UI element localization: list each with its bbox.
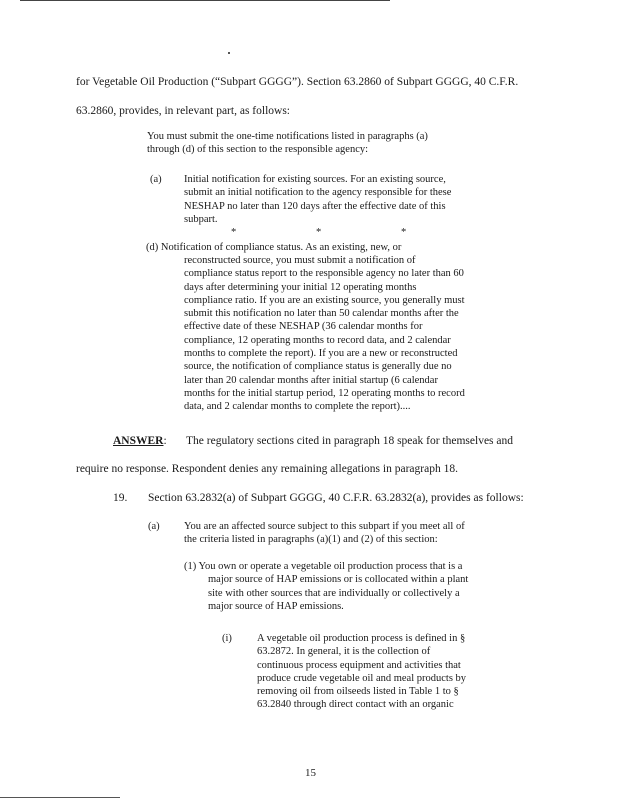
item-d-text: reconstructed source, you must submit a notification of compliance status report to the responsible agency no later than 60 days after determining your initial 12 operating months compliance ratio. If you are an existing source, you generally must submit this notification no later than 50 calendar months after the effective date of these NESHAP (36 calendar months for compliance, 12 operating months to record data, and 2 calendar months to complete the report). If you are a new or reconstructed source, the notification of compliance status is generally due no later than 20 calendar months after initial startup (6 calendar months for the initial startup period, 12 operating months to record data, and 2 calendar months to complete the report).... <box>184 255 465 413</box>
answer-line-1: The regulatory sections cited in paragraph 18 speak for themselves and <box>186 435 513 447</box>
ellipsis-star-3: * <box>401 227 407 238</box>
para-19-number: 19. <box>113 492 128 504</box>
intro-line-2: 63.2860, provides, in relevant part, as follows: <box>76 105 290 117</box>
item-a-label: (a) <box>150 174 162 185</box>
item-d-first-line: (d) Notification of compliance status. As an existing, new, or <box>146 242 402 253</box>
answer-label: ANSWER <box>113 435 164 447</box>
quote2-i-label: (i) <box>222 633 232 644</box>
quote2-a-text: You are an affected source subject to this subpart if you meet all of the criteria listed in paragraphs (a)(1) and (2) of this section: <box>184 521 465 546</box>
item-a-text: Initial notification for existing sources. For an existing source, submit an initial notification to the agency responsible for these NESHAP no later than 120 days after the effective date of this subpart. <box>184 174 452 225</box>
answer-line-2: require no response. Respondent denies any remaining allegations in paragraph 18. <box>76 463 458 475</box>
quote2-a-label: (a) <box>148 521 160 532</box>
intro-line-1: for Vegetable Oil Production (“Subpart GGGG”). Section 63.2860 of Subpart GGGG, 40 C.F.R. <box>76 76 519 88</box>
ellipsis-star-2: * <box>316 227 322 238</box>
speck-mark <box>228 52 230 54</box>
answer-colon: : <box>163 435 167 447</box>
quote1-intro: You must submit the one-time notifications listed in paragraphs (a) through (d) of this section to the responsible agency: <box>147 131 428 156</box>
quote2-1-text: (1) You own or operate a vegetable oil production process that is a major source of HAP emissions or is collocated within a plant site with other sources that are individually or collectively a major source of HAP emissions. <box>184 561 469 612</box>
para-19-text: Section 63.2832(a) of Subpart GGGG, 40 C.F.R. 63.2832(a), provides as follows: <box>148 492 524 504</box>
quote2-i-text: A vegetable oil production process is defined in § 63.2872. In general, it is the collection of continuous process equipment and activities that produce crude vegetable oil and meal products by removing oil from oilseeds listed in Table 1 to § 63.2840 through direct contact with an organic <box>257 633 467 711</box>
answer-heading <box>113 434 167 448</box>
bottom-rule <box>0 797 120 798</box>
page-number: 15 <box>305 767 316 779</box>
ellipsis-star-1: * <box>231 227 237 238</box>
top-rule <box>20 0 390 1</box>
